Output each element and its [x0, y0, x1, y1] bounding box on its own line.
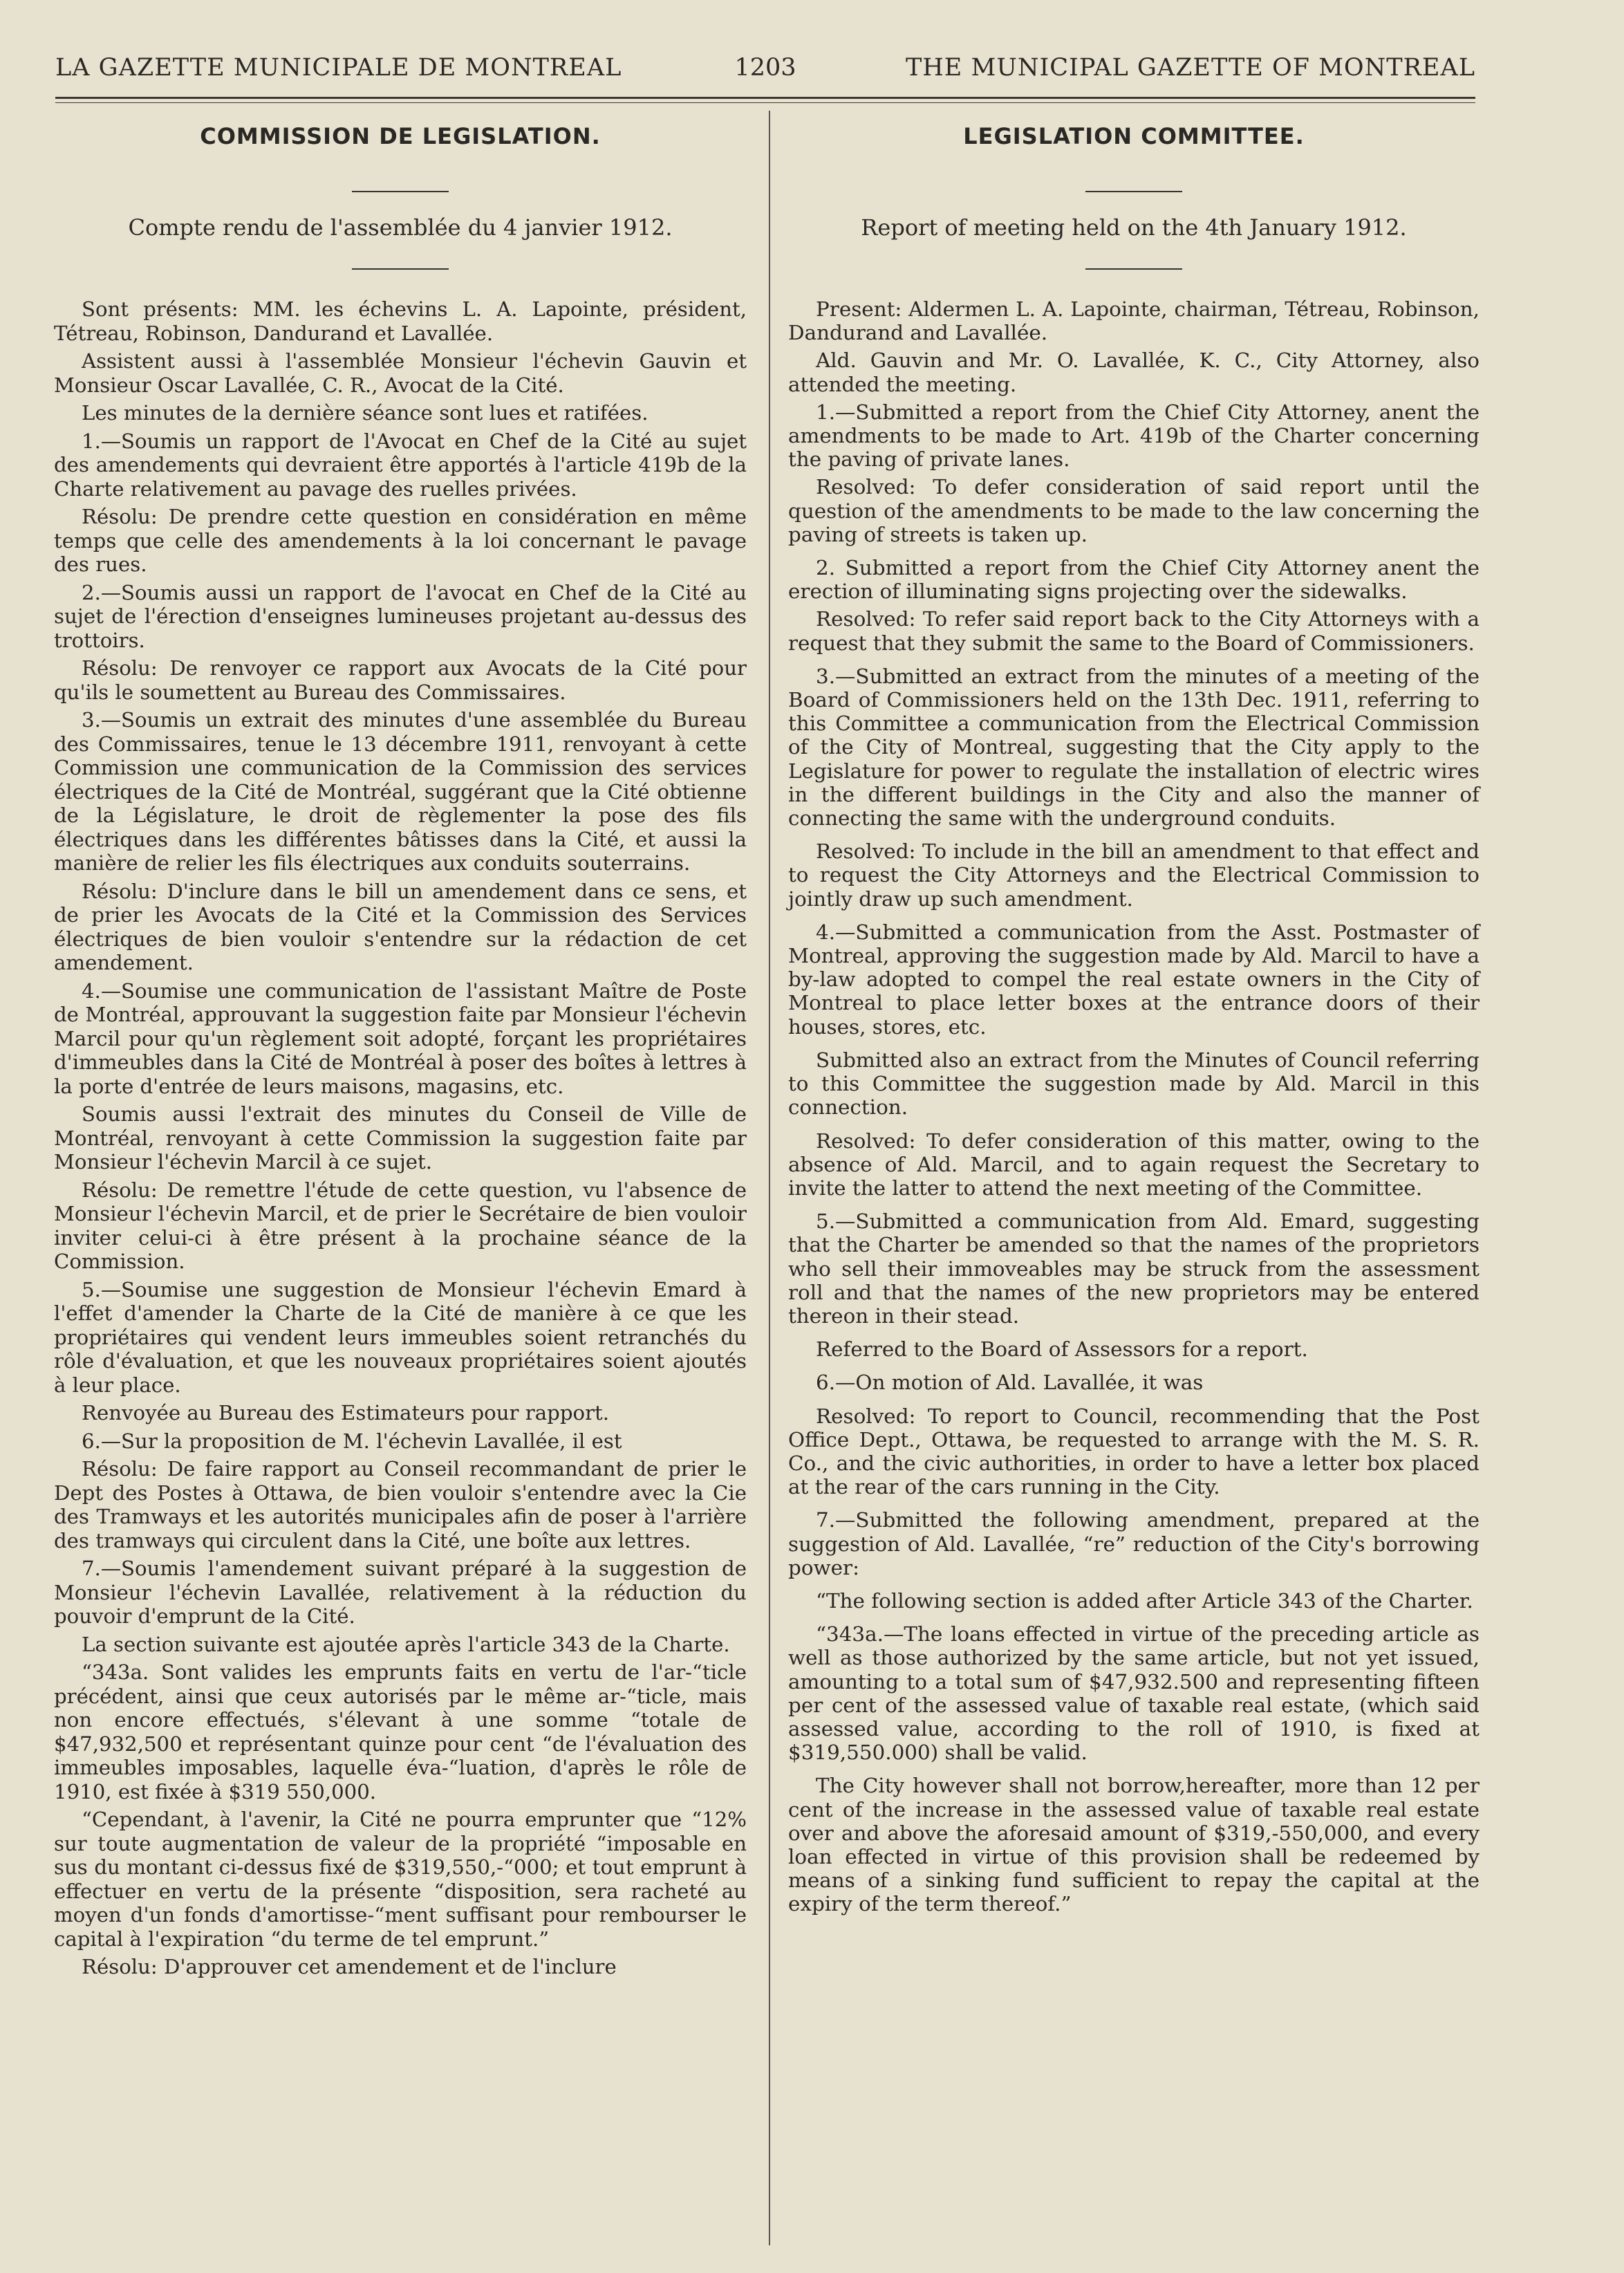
heading-rule: [1085, 268, 1182, 270]
paragraph: Resolved: To refer said report back to the City Attorneys with a request that they submit the same to the Board of Commissioners.: [788, 607, 1480, 655]
paragraph: Résolu: D'approuver cet amendement et de l'inclure: [82, 1955, 617, 1978]
paragraph: Referred to the Board of Assessors for a report.: [816, 1337, 1308, 1362]
header-french-title: LA GAZETTE MUNICIPALE DE MONTREAL: [55, 54, 622, 82]
paragraph: 2.—Soumis aussi un rapport de l'avocat en Chef de la Cité au sujet de l'érection d'enseignes lumineuses projetant au-dessus des trottoirs.: [54, 580, 747, 652]
paragraph: Resolved: To report to Council, recommending that the Post Office Dept., Ottawa, be requested to arrange with the M. S. R. Co., and the civic authorities, in order to have a letter box placed at the rear of the cars running in the City.: [788, 1404, 1480, 1499]
french-meeting-heading: Compte rendu de l'assemblée du 4 janvier 1912.: [128, 214, 673, 241]
title-rule: [1085, 191, 1182, 192]
paragraph: 6.—Sur la proposition de M. l'échevin Lavallée, il est: [82, 1429, 622, 1453]
english-body: [788, 297, 1480, 1916]
french-body: [54, 297, 747, 1979]
paragraph: 7.—Submitted the following amendment, prepared at the suggestion of Ald. Lavallée, “re” reduction of the City's borrowing power:: [788, 1508, 1480, 1579]
paragraph: Ald. Gauvin and Mr. O. Lavallée, K. C., City Attorney, also attended the meeting.: [788, 349, 1480, 396]
paragraph: Résolu: D'inclure dans le bill un amendement dans ce sens, et de prier les Avocats de la Cité et la Commission des Services électriques de bien vouloir s'entendre sur la rédaction de cet amendement.: [54, 879, 747, 974]
paragraph: The City however shall not borrow,hereafter, more than 12 per cent of the increase in the assessed value of taxable real estate over and above the aforesaid amount of $319,-550,000, and every loan effected in virtue of this provision shall be redeemed by means of a sinking fund sufficient to repay the capital at the expiry of the term thereof.”: [788, 1774, 1480, 1916]
paragraph: 3.—Soumis un extrait des minutes d'une assemblée du Bureau des Commissaires, tenue le 13 décembre 1911, renvoyant à cette Commission une communication de la Commission des services électriques de la Cité de Montréal, suggérant que la Cité obtienne de la Législature, le droit de règlementer la pose des fils électriques dans les différentes bâtisses dans la Cité, et aussi la manière de relier les fils électriques aux conduits souterrains.: [54, 708, 747, 875]
paragraph: 5.—Submitted a communication from Ald. Emard, suggesting that the Charter be amended so that the names of the proprietors who sell their immoveables may be struck from the assessment roll and that the names of the new proprietors may be entered thereon in their stead.: [788, 1209, 1480, 1328]
paragraph: Soumis aussi l'extrait des minutes du Conseil de Ville de Montréal, renvoyant à cette Commission la suggestion faite par Monsieur l'échevin Marcil à ce sujet.: [54, 1102, 747, 1173]
paragraph: Les minutes de la dernière séance sont lues et ratifées.: [82, 401, 648, 425]
paragraph: Resolved: To defer consideration of said report until the question of the amendments to be made to the law concerning the paving of streets is taken up.: [788, 475, 1480, 546]
paragraph: 4.—Submitted a communication from the Asst. Postmaster of Montreal, approving the suggestion made by Ald. Marcil to have a by-law adopted to compel the real estate owners in the City of Montreal to place letter boxes at the entrance doors of their houses, stores, etc.: [788, 920, 1480, 1039]
paragraph: “343a. Sont valides les emprunts faits en vertu de l'ar-“ticle précédent, ainsi que ceux autorisés par le même ar-“ticle, mais non encore effectués, s'élevant à une somme “totale de $47,932,500 et représentant quinze pour cent “de l'évaluation des immeubles imposables, laquelle éva-“luation, d'après le rôle de 1910, est fixée à $319 550,000.: [54, 1660, 747, 1803]
header-english-title: THE MUNICIPAL GAZETTE OF MONTREAL: [905, 54, 1475, 82]
paragraph: 7.—Soumis l'amendement suivant préparé à la suggestion de Monsieur l'échevin Lavallée, relativement à la réduction du pouvoir d'emprunt de la Cité.: [54, 1557, 747, 1628]
paragraph: 1.—Soumis un rapport de l'Avocat en Chef de la Cité au sujet des amendements qui devraient être apportés à l'article 419b de la Charte relativement au pavage des ruelles privées.: [54, 429, 747, 501]
page-number: 1203: [734, 54, 796, 82]
paragraph: La section suivante est ajoutée après l'article 343 de la Charte.: [82, 1632, 730, 1656]
paragraph: 4.—Soumise une communication de l'assistant Maître de Poste de Montréal, approuvant la suggestion faite par Monsieur l'échevin Marcil pour qu'un règlement soit adopté, forçant les propriétaires d'immeubles dans la Cité de Montréal à poser des boîtes à lettres à la porte d'entrée de leurs maisons, magasins, etc.: [54, 978, 747, 1098]
paragraph: 6.—On motion of Ald. Lavallée, it was: [816, 1371, 1204, 1395]
paragraph: 3.—Submitted an extract from the minutes of a meeting of the Board of Commissioners held on the 13th Dec. 1911, referring to this Committee a communication from the Electrical Commission of the City of Montreal, suggesting that the City apply to the Legislature for power to regulate the installation of electric wires in the different buildings in the City and also the manner of connecting the same with the underground conduits.: [788, 664, 1480, 831]
header-rule-thin: [55, 102, 1475, 103]
page-header: [55, 54, 1475, 89]
paragraph: Renvoyée au Bureau des Estimateurs pour rapport.: [82, 1401, 610, 1425]
paragraph: 1.—Submitted a report from the Chief City Attorney, anent the amendments to be made to Art. 419b of the Charter concerning the paving of private lanes.: [788, 400, 1480, 472]
paragraph: Résolu: De prendre cette question en considération en même temps que celle des amendements à la loi concernant le pavage des rues.: [54, 505, 747, 576]
header-rule-thick: [55, 97, 1475, 99]
paragraph: “Cependant, à l'avenir, la Cité ne pourra emprunter que “12% sur toute augmentation de valeur de la propriété “imposable en sus du montant ci-dessus fixé de $319,550,-“000; et tout emprunt à effectuer en vertu de la présente “disposition, sera racheté au moyen d'un fonds d'amortisse-“ment suffisant pour rembourser le capital à l'expiration “du terme de tel emprunt.”: [54, 1808, 747, 1951]
paragraph: Resolved: To include in the bill an amendment to that effect and to request the City Attorneys and the Electrical Commission to jointly draw up such amendment.: [788, 839, 1480, 911]
paragraph: Sont présents: MM. les échevins L. A. Lapointe, président, Tétreau, Robinson, Dandurand et Lavallée.: [54, 297, 747, 345]
paragraph: Assistent aussi à l'assemblée Monsieur l'échevin Gauvin et Monsieur Oscar Lavallée, C. R., Avocat de la Cité.: [54, 349, 747, 397]
english-meeting-heading: Report of meeting held on the 4th January 1912.: [861, 214, 1407, 241]
paragraph: Résolu: De remettre l'étude de cette question, vu l'absence de Monsieur l'échevin Marcil, et de prier le Secrétaire de bien vouloir inviter celui-ci à être présent à la prochaine séance de la Commission.: [54, 1178, 747, 1273]
french-section-title: COMMISSION DE LEGISLATION.: [200, 123, 601, 149]
paragraph: Résolu: De renvoyer ce rapport aux Avocats de la Cité pour qu'ils le soumettent au Bureau des Commissaires.: [54, 656, 747, 704]
paragraph: Submitted also an extract from the Minutes of Council referring to this Committee the suggestion made by Ald. Marcil in this connection.: [788, 1048, 1480, 1120]
paragraph: “The following section is added after Article 343 of the Charter.: [816, 1588, 1473, 1613]
english-column: [788, 121, 1480, 1926]
paragraph: Résolu: De faire rapport au Conseil recommandant de prier le Dept des Postes à Ottawa, de bien vouloir s'entendre avec la Cie des Tramways et les autorités municipales afin de poser à l'arrière des tramways qui circulent dans la Cité, une boîte aux lettres.: [54, 1457, 747, 1552]
column-divider: [769, 111, 770, 2245]
paragraph: 2. Submitted a report from the Chief City Attorney anent the erection of illuminating signs projecting over the sidewalks.: [788, 556, 1480, 604]
english-section-title: LEGISLATION COMMITTEE.: [963, 123, 1305, 149]
paragraph: Present: Aldermen L. A. Lapointe, chairman, Tétreau, Robinson, Dandurand and Lavallée.: [788, 297, 1480, 345]
paragraph: “343a.—The loans effected in virtue of the preceding article as well as those authorized by the same article, but not yet issued, amounting to a total sum of $47,932.500 and representing fifteen per cent of the assessed value of taxable real estate, (which said assessed value, according to the roll of 1910, is fixed at $319,550.000) shall be valid.: [788, 1622, 1480, 1765]
heading-rule: [352, 268, 449, 270]
paragraph: 5.—Soumise une suggestion de Monsieur l'échevin Emard à l'effet d'amender la Charte de la Cité de manière à ce que les propriétaires qui vendent leurs immeubles soient retranchés du rôle d'évaluation, et que les nouveaux propriétaires soient ajoutés à leur place.: [54, 1277, 747, 1397]
paragraph: Resolved: To defer consideration of this matter, owing to the absence of Ald. Marcil, and to again request the Secretary to invite the latter to attend the next meeting of the Committee.: [788, 1129, 1480, 1200]
french-column: [54, 121, 747, 1983]
title-rule: [352, 191, 449, 192]
